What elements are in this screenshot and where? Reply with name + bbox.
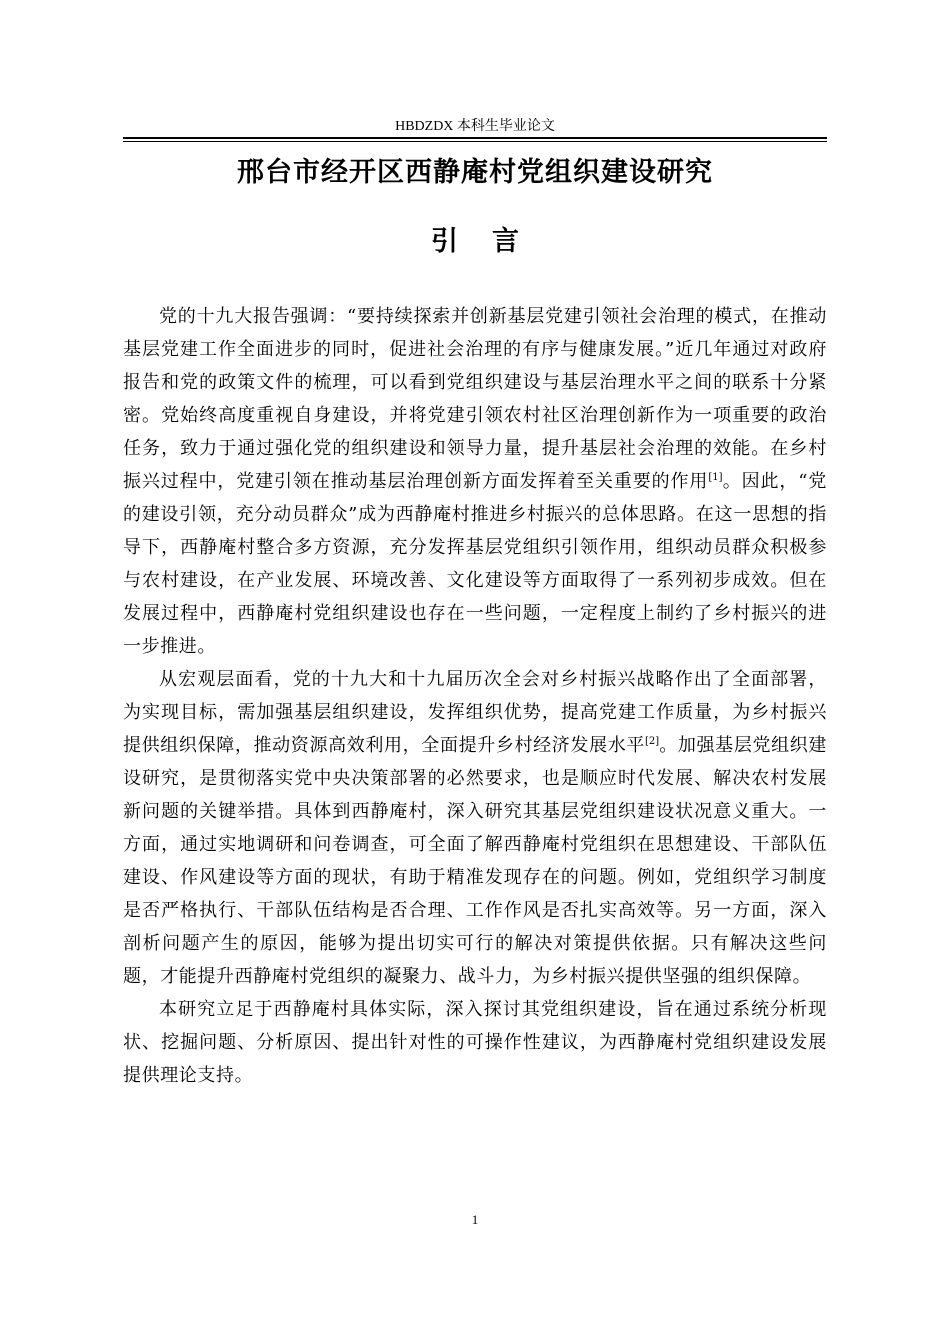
paragraph-2-text-a: 从宏观层面看，党的十九大和十九届历次全会对乡村振兴战略作出了全面部署，为实现目标，需加强基层组织建设，发挥组织优势，提高党建工作质量，为乡村振兴提供组织保障，推动资源高效利用，全面提升乡村经济发展水平 — [123, 669, 827, 756]
body-text — [123, 300, 827, 1092]
paragraph-2 — [123, 663, 827, 993]
paragraph-3: 本研究立足于西静庵村具体实际，深入探讨其党组织建设，旨在通过系统分析现状、挖掘问题、分析原因、提出针对性的可操作性建议，为西静庵村党组织建设发展提供理论支持。 — [123, 999, 827, 1086]
paragraph-1-text-b: 。因此，“党的建设引领，充分动员群众”成为西静庵村推进乡村振兴的总体思路。在这一思想的指导下，西静庵村整合多方资源，充分发挥基层党组织引领作用，组织动员群众积极参与农村建设，在产业发展、环境改善、文化建设等方面取得了一系列初步成效。但在发展过程中，西静庵村党组织建设也存在一些问题，一定程度上制约了乡村振兴的进一步推进。 — [123, 471, 827, 657]
paragraph-1 — [123, 300, 827, 663]
paragraph-2-text-b: 。加强基层党组织建设研究，是贯彻落实党中央决策部署的必然要求，也是顺应时代发展、解决农村发展新问题的关键举措。具体到西静庵村，深入研究其基层党组织建设状况意义重大。一方面，通过实地调研和问卷调查，可全面了解西静庵村党组织在思想建设、干部队伍建设、作风建设等方面的现状，有助于精准发现存在的问题。例如，党组织学习制度是否严格执行、干部队伍结构是否合理、工作作风是否扎实高效等。另一方面，深入剖析问题产生的原因，能够为提出切实可行的解决对策提供依据。只有解决这些问题，才能提升西静庵村党组织的凝聚力、战斗力，为乡村振兴提供坚强的组织保障。 — [123, 735, 827, 987]
section-heading: 引言 — [431, 226, 553, 257]
running-header: HBDZDX 本科生毕业论文 — [395, 119, 555, 134]
citation-1: [1] — [708, 472, 723, 483]
citation-2: [2] — [645, 736, 660, 747]
header-rule-thin — [123, 141, 827, 142]
paper-title: 邢台市经开区西静庵村党组织建设研究 — [237, 157, 713, 188]
page-number: 1 — [471, 1212, 479, 1227]
header-rule-thick — [123, 137, 827, 139]
paragraph-1-text-a: 党的十九大报告强调：“要持续探索并创新基层党建引领社会治理的模式，在推动基层党建工作全面进步的同时，促进社会治理的有序与健康发展。”近几年通过对政府报告和党的政策文件的梳理，可以看到党组织建设与基层治理水平之间的联系十分紧密。党始终高度重视自身建设，并将党建引领农村社区治理创新作为一项重要的政治任务，致力于通过强化党的组织建设和领导力量，提升基层社会治理的效能。在乡村振兴过程中，党建引领在推动基层治理创新方面发挥着至关重要的作用 — [123, 306, 827, 492]
